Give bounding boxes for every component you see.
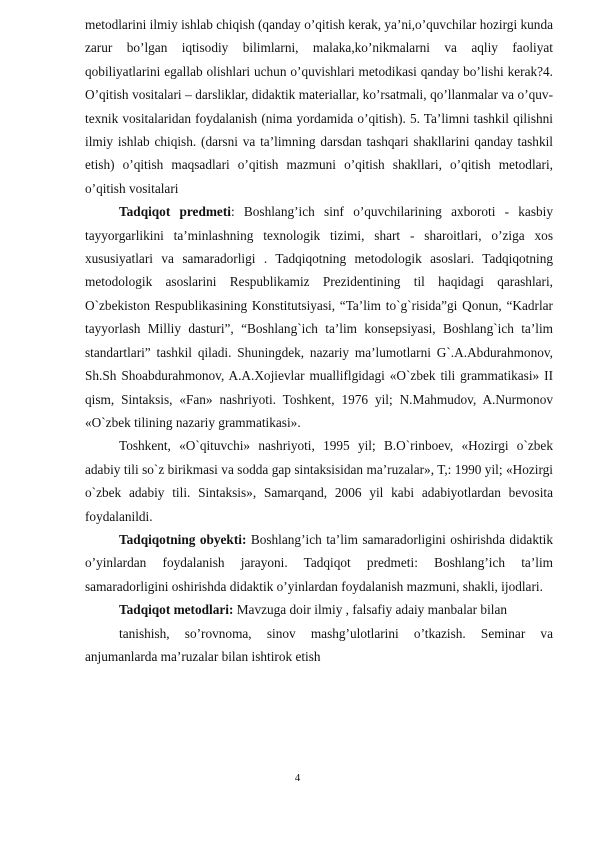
research-subject-label: Tadqiqot predmeti [119,204,231,220]
paragraph-teaching-methods: metodlarini ilmiy ishlab chiqish (qanday o’qitish kerak, ya’ni,o’quvchilar hozirgi kunda zarur bo’lgan iqtisodiy bilimlarni, malaka,ko’nikmalarni va aqliy faoliyat qobiliyatlarini egallab olishlari uchun o’quvishlari metodikasi qanday bo’lishi kerak?4. O’qitish vositalari – darsliklar, didaktik materiallar, ko’rsatmali, qo’llanmalar va o’quv- texnik vositalaridan foydalanish (nima yordamida o’qitish). 5. Ta’limni tashkil qilishni ilmiy ishlab chiqish. (darsni va ta’limning darsdan tashqari shakllarini qanday tashkil etish) o’qitish maqsadlari o’qitish mazmuni o’qitish shakllari, o’qitish metodlari, o’qitish vositalari [85,17,553,196]
page-number: 4 [294,772,301,784]
paragraph-literature: Toshkent, «O`qituvchi» nashriyoti, 1995 yil; B.O`rinboev, «Hozirgi o`zbek adabiy tili so`z birikmasi va sodda gap sintaksisidan ma’ruzalar», T,: 1990 yil; «Hozirgi o`zbek adabiy tili. Sintaksis», Samarqand, 2006 yil kabi adabiyotlardan bevosita foydalanildi. [85,438,553,524]
research-methods-label: Tadqiqot metodlari: [119,602,234,618]
paragraph-methods-continued: tanishish, so’rovnoma, sinov mashg’ulotlarini o’tkazish. Seminar va anjumanlarda ma’ruzalar bilan ishtirok etish [85,625,553,664]
paragraph-research-subject [85,200,553,434]
page-body [85,13,553,668]
research-methods-text: Mavzuga doir ilmiy , falsafiy adaiy manbalar bilan [233,602,508,618]
research-object-text: Boshlang’ich ta’lim samaradorligini oshirishda didaktik o’yinlardan foydalanish jarayoni. Tadqiqot predmeti: Boshlang’ich ta’lim samaradorligini oshirishda didaktik o’yinlardan foydalanish mazmuni, shakli, ijodlari. [85,531,554,594]
paragraph-research-object [85,528,553,598]
research-object-label: Tadqiqotning obyekti: [119,531,247,547]
paragraph-research-methods [85,598,553,621]
research-subject-text: : Boshlang’ich sinf o’quvchilarining axboroti - kasbiy tayyorgarlikini ta’minlashning texnologik tizimi, shart - sharoitlari, o’ziga xos xususiyatlari va samaradorligi . Tadqiqotning metodologik asoslari. Tadqiqotning metodologik asoslarini Respublikamiz Prezidentining til haqidagi qarashlari, O`zbekiston Respublikasining Konstitutsiyasi, “Ta’lim to`g`risida”gi Qonun, “Kadrlar tayyorlash Milliy dasturi”, “Boshlang`ich ta’lim konsepsiyasi, Boshlang`ich ta’lim standartlari” tashkil qiladi. Shuningdek, nazariy ma’lumotlarni G`.A.Abdurahmonov, Sh.Sh Shoabdurahmonov, A.A.Xojievlar mualliflgidagi «O`zbek tili grammatikasi» II qism, Sintaksis, «Fan» nashriyoti. Toshkent, 1976 yil; N.Mahmudov, A.Nurmonov «O`zbek tilining nazariy grammatikasi». [85,204,554,430]
